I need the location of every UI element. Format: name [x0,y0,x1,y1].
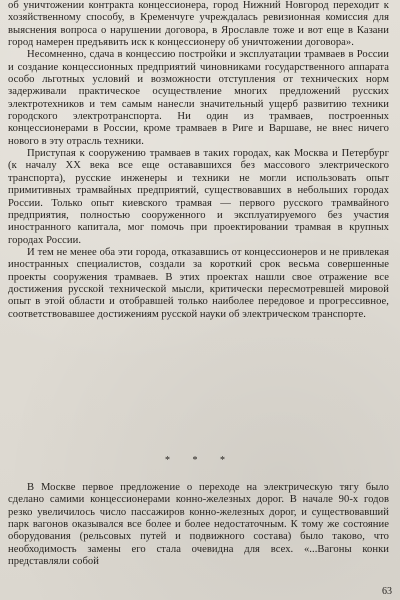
second-text-block [8,482,389,568]
paragraph-moscow-electric-traction: В Москве первое предложение о переходе на электрическую тягу было сделано самими концессионерами конно-железных дорог. В начале 90-х годов резко увеличилось число пассажиров конно-железных дорог, и существовавший парк вагонов оказывался все более и более недостаточным. К тому же состояние оборудования (рельсовых путей и подвижного состава) было таково, что необходимость замены его стала очевидна для всех. «...Вагоны конки представляли собой [8,482,389,568]
main-text-block [8,0,389,321]
paragraph-moscow-petersburg: Приступая к сооружению трамваев в таких городах, как Москва и Петербург (к началу XX века все еще остававшихся без массового электрического транспорта), русские инженеры и техники не могли использовать опыт примитивных трамвайных предприятий, существовавших в небольших городах России. Только опыт киевского трамвая — первого русского трамвайного предприятия, полностью сооруженного и эксплуатируемого без участия иностранного капитала, мог помочь при проектировании трамвая в крупных городах России. [8,148,389,246]
paragraph-continuation: об уничтожении контракта концессионера, город Нижний Новгород переходит к хозяйственному способу, в Кременчуге учреждалась ревизионная комиссия для выяснения вопроса о нарушении договора, в Ярославле тоже и вот еще в Казани город намерен предъявить иск к концессионеру об уничтожении договора». [8,0,389,49]
paragraph-concession-damage: Несомненно, сдача в концессию постройки и эксплуатации трамваев в России и создание концессионных предприятий чиновниками государственного аппарата особо льготных условий и возможности отступления от технических норм задерживали практическое осуществление многих предложений русских электротехников и тем самым нанесли значительный ущерб развитию техники городского электротранспорта. Ни один из трамваев, построенных концессионерами в России, кроме трамваев в Риге и Варшаве, не внес ничего нового в эту отрасль техники. [8,49,389,147]
page-number: 63 [382,586,392,597]
paragraph-perfect-projects: И тем не менее оба эти города, отказавшись от концессионеров и не привлекая иностранных специалистов, создали за короткий срок весьма совершенные проекты сооружения трамваев. В этих проектах нашли свое отражение все достижения русской технической мысли, критически пересмотревшей мировой опыт в этой области и отобравшей только наиболее передовое и прогрессивное, соответствовавшее достижениям русской науки об электрическом транспорте. [8,246,389,320]
section-separator: * * * [165,455,235,466]
